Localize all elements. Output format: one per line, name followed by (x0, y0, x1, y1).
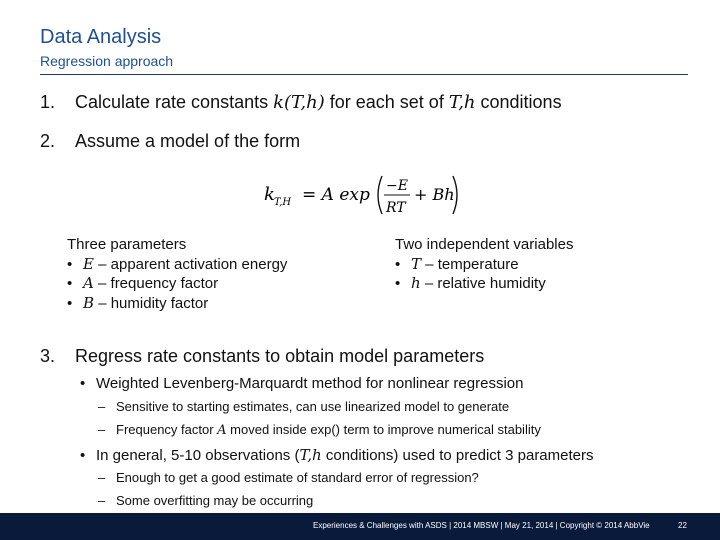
variable-symbol: T (411, 254, 422, 273)
parameters-column (67, 235, 287, 313)
step3-sub-item (98, 399, 509, 414)
page-number: 22 (678, 521, 687, 530)
bullet-text: In general, 5-10 observations ( (96, 447, 300, 464)
slide-subtitle: Regression approach (40, 53, 174, 69)
bullet-icon: • (80, 375, 86, 392)
parameter-item (67, 274, 287, 294)
bullet-icon: • (67, 294, 73, 312)
dash-icon: – (98, 422, 106, 437)
bullet-text: conditions) used to predict 3 parameters (321, 447, 594, 464)
parameter-symbol: E (83, 254, 94, 273)
step3-number: 3. (40, 346, 56, 366)
parameter-description: – humidity factor (94, 294, 209, 312)
parameter-symbol: B (83, 293, 95, 312)
step1-symbol-th: T,h (448, 92, 476, 113)
step1-text-a: Calculate rate constants (75, 92, 274, 112)
step3-text: Regress rate constants to obtain model parameters (75, 346, 485, 366)
bullet-icon: • (395, 275, 401, 292)
sub-item-symbol: A (217, 423, 227, 438)
formula-k-subscript: T,H (274, 197, 292, 208)
step1-number: 1. (40, 92, 56, 112)
parameter-description: – frequency factor (93, 275, 219, 292)
step1-text (75, 92, 562, 113)
bullet-icon: • (67, 275, 73, 292)
step1-text-b: for each set of (324, 92, 449, 112)
title-divider (40, 74, 688, 75)
step3-sub-item (98, 493, 313, 508)
step2-number: 2. (40, 131, 56, 151)
variable-item (395, 255, 573, 275)
variables-heading: Two independent variables (395, 236, 574, 253)
slide-title: Data Analysis (40, 26, 162, 48)
sub-item-text: moved inside exp() term to improve numerical stability (226, 422, 541, 437)
formula-equals-exp: = A exp (302, 185, 370, 205)
formula-denominator: RT (386, 200, 406, 216)
sub-item-text: Enough to get a good estimate of standard error of regression? (116, 470, 479, 485)
parameter-item (67, 255, 287, 275)
bullet-icon: • (67, 255, 73, 273)
parameters-heading: Three parameters (67, 236, 187, 253)
footer-text: Experiences & Challenges with ASDS | 2014 MBSW | May 21, 2014 | Copyright © 2014 AbbVie (313, 521, 650, 530)
step3-bullet-2 (80, 446, 594, 464)
variables-column (395, 235, 573, 294)
variable-description: – temperature (421, 255, 519, 273)
variable-item (395, 274, 573, 294)
sub-item-text: Sensitive to starting estimates, can use linearized model to generate (116, 399, 510, 414)
dash-icon: – (98, 470, 106, 485)
step2-text: Assume a model of the form (75, 131, 301, 151)
formula-tail: + Bh (414, 185, 455, 204)
bullet-icon: • (80, 447, 86, 464)
sub-item-text: Some overfitting may be occurring (116, 493, 314, 508)
formula-left-paren (378, 176, 382, 214)
step1-symbol-k: k(T,h) (273, 92, 325, 113)
footer-bar (0, 513, 720, 540)
parameter-item (67, 294, 287, 314)
parameter-symbol: A (83, 274, 94, 292)
dash-icon: – (98, 399, 106, 414)
step1-text-c: conditions (475, 92, 562, 112)
formula-k: k (264, 184, 275, 205)
step3-bullet-1 (80, 375, 523, 392)
bullet-symbol: T,h (299, 446, 322, 464)
variable-description: – relative humidity (420, 275, 546, 292)
variable-symbol: h (411, 274, 421, 292)
step3-sub-item (98, 470, 479, 485)
dash-icon: – (98, 493, 106, 508)
bullet-icon: • (395, 255, 401, 273)
parameter-description: – apparent activation energy (93, 255, 288, 273)
step3-sub-item (98, 422, 541, 438)
formula-numerator: −E (386, 178, 408, 194)
model-formula (262, 170, 462, 220)
sub-item-text: Frequency factor (116, 422, 218, 437)
bullet-text: Weighted Levenberg-Marquardt method for nonlinear regression (96, 375, 524, 392)
